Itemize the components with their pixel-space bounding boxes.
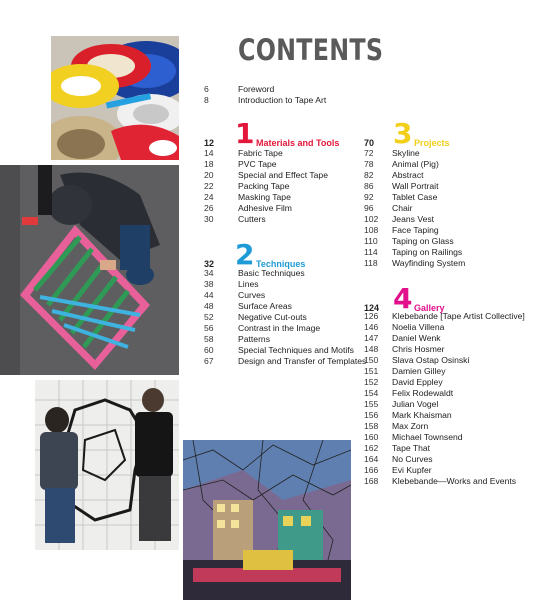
list-item[interactable] [204,159,328,170]
section-header [364,117,529,150]
section-start-page: 70 [364,138,375,148]
page-number: 52 [204,312,214,322]
front-matter-list [204,84,326,106]
list-item[interactable] [364,443,525,454]
list-item[interactable] [364,258,465,269]
page-number: 148 [364,344,379,354]
list-item[interactable] [204,334,366,345]
page-number: 72 [364,148,374,158]
list-item[interactable] [204,268,366,279]
entry-title: Masking Tape [238,192,291,202]
page-number: 92 [364,192,374,202]
page-number: 67 [204,356,214,366]
page-number: 78 [364,159,374,169]
entry-title: Special Techniques and Motifs [238,345,354,355]
entry-title: Noelia Villena [392,322,445,332]
list-item[interactable] [364,236,465,247]
page-number: 38 [204,279,214,289]
list-item[interactable] [204,148,328,159]
section-items [204,268,366,367]
list-item[interactable] [204,170,328,181]
entry-title: PVC Tape [238,159,277,169]
list-item[interactable] [204,323,366,334]
section-number: 2 [235,238,255,271]
photo-wall-taping [35,380,179,550]
page-number: 58 [204,334,214,344]
entry-title: Tape That [392,443,431,453]
page-number: 152 [364,377,379,387]
list-item[interactable] [204,181,328,192]
section-header [204,238,369,271]
entry-title: Evi Kupfer [392,465,432,475]
page-number: 162 [364,443,379,453]
page-number: 96 [364,203,374,213]
entry-title: Animal (Pig) [392,159,439,169]
list-item[interactable] [364,159,465,170]
list-item[interactable] [364,366,525,377]
list-item[interactable] [204,345,366,356]
photo-floor-taping [0,165,179,375]
page-number: 151 [364,366,379,376]
entry-title: Mark Khaisman [392,410,452,420]
list-item[interactable] [204,192,328,203]
list-item[interactable] [364,454,525,465]
list-item[interactable] [204,279,366,290]
section-techniques [204,238,369,366]
page-number: 6 [204,84,209,94]
page-number: 118 [364,258,378,268]
page-number: 34 [204,268,214,278]
page-title: CONTENTS [238,33,384,67]
entry-title: Jeans Vest [392,214,435,224]
page-number: 156 [364,410,379,420]
page-number: 168 [364,476,379,486]
page-number: 164 [364,454,379,464]
list-item[interactable] [364,421,525,432]
photo-tape-rolls [51,36,179,160]
page-number: 110 [364,236,378,246]
entry-title: Surface Areas [238,301,292,311]
list-item[interactable] [204,312,366,323]
list-item[interactable] [204,301,366,312]
section-title: Techniques [256,259,306,269]
entry-title: Face Taping [392,225,439,235]
section-header [204,117,369,150]
entry-title: Julian Vogel [392,399,439,409]
list-item[interactable] [364,192,465,203]
section-number: 4 [393,282,413,315]
entry-title: Wayfinding System [392,258,466,268]
section-start-page: 32 [204,259,215,269]
entry-title: Felix Rodewaldt [392,388,454,398]
entry-title: Packing Tape [238,181,290,191]
list-item[interactable] [204,214,328,225]
list-item[interactable] [364,355,525,366]
list-item[interactable] [364,181,465,192]
entry-title: Chair [392,203,413,213]
section-items [364,148,465,269]
page-number: 82 [364,170,374,180]
entry-title: Michael Townsend [392,432,463,442]
page-number: 14 [204,148,214,158]
page-number: 8 [204,95,209,105]
page-number: 24 [204,192,214,202]
entry-title: Max Zorn [392,421,429,431]
list-item[interactable] [364,203,465,214]
list-item[interactable] [364,476,525,487]
list-item[interactable] [364,214,465,225]
page-number: 44 [204,290,214,300]
list-item[interactable] [364,377,525,388]
entry-title: Slava Ostap Osinski [392,355,470,365]
photo-tape-artwork [183,440,351,600]
entry-title: Foreword [238,84,275,94]
entry-title: David Eppley [392,377,443,387]
page-number: 114 [364,247,378,257]
page-number: 146 [364,322,379,332]
section-items [204,148,328,225]
list-item[interactable] [364,311,525,322]
list-item[interactable] [364,399,525,410]
list-item[interactable] [364,170,465,181]
list-item[interactable] [364,465,525,476]
entry-title: No Curves [392,454,433,464]
entry-title: Daniel Wenk [392,333,441,343]
list-item[interactable] [364,225,465,236]
entry-title: Skyline [392,148,420,158]
list-item[interactable] [364,388,525,399]
entry-title: Lines [238,279,259,289]
page-number: 166 [364,465,379,475]
entry-title: Klebebande [Tape Artist Collective] [392,311,525,321]
list-item[interactable] [204,95,326,106]
section-gallery [364,282,532,486]
entry-title: Abstract [392,170,424,180]
entry-title: Chris Hosmer [392,344,445,354]
list-item[interactable] [364,410,525,421]
section-projects [364,117,529,268]
entry-title: Negative Cut-outs [238,312,307,322]
page-number: 22 [204,181,214,191]
entry-title: Design and Transfer of Templates [238,356,367,366]
entry-title: Damien Gilley [392,366,446,376]
list-item[interactable] [204,290,366,301]
list-item[interactable] [204,356,366,367]
entry-title: Introduction to Tape Art [238,95,327,105]
section-start-page: 124 [364,303,380,313]
page-number: 26 [204,203,214,213]
section-items [364,311,525,487]
entry-title: Klebebande—Works and Events [392,476,517,486]
page-number: 30 [204,214,214,224]
section-start-page: 12 [204,138,215,148]
page-number: 158 [364,421,379,431]
list-item[interactable] [364,148,465,159]
section-title: Gallery [414,303,445,313]
section-title: Projects [414,138,450,148]
entry-title: Taping on Glass [392,236,454,246]
list-item[interactable] [204,203,328,214]
entry-title: Adhesive Film [238,203,292,213]
page-number: 154 [364,388,379,398]
entry-title: Fabric Tape [238,148,283,158]
page-number: 102 [364,214,379,224]
entry-title: Patterns [238,334,271,344]
page-number: 20 [204,170,214,180]
page-number: 108 [364,225,379,235]
page-number: 86 [364,181,374,191]
page-number: 126 [364,311,379,321]
list-item[interactable] [364,247,465,258]
entry-title: Basic Techniques [238,268,305,278]
page-number: 48 [204,301,214,311]
entry-title: Special and Effect Tape [238,170,328,180]
list-item[interactable] [364,333,525,344]
list-item[interactable] [364,322,525,333]
list-item[interactable] [364,432,525,443]
entry-title: Curves [238,290,266,300]
page-number: 60 [204,345,214,355]
section-number: 1 [235,117,255,150]
list-item[interactable] [204,84,326,95]
entry-title: Contrast in the Image [238,323,321,333]
entry-title: Tablet Case [392,192,438,202]
page-number: 160 [364,432,379,442]
page-number: 18 [204,159,214,169]
page-number: 155 [364,399,379,409]
list-item[interactable] [364,344,525,355]
entry-title: Taping on Railings [392,247,463,257]
section-number: 3 [393,117,413,150]
page-number: 147 [364,333,379,343]
entry-title: Cutters [238,214,266,224]
section-title: Materials and Tools [256,138,340,148]
entry-title: Wall Portrait [392,181,439,191]
page-number: 150 [364,355,379,365]
page-number: 56 [204,323,214,333]
